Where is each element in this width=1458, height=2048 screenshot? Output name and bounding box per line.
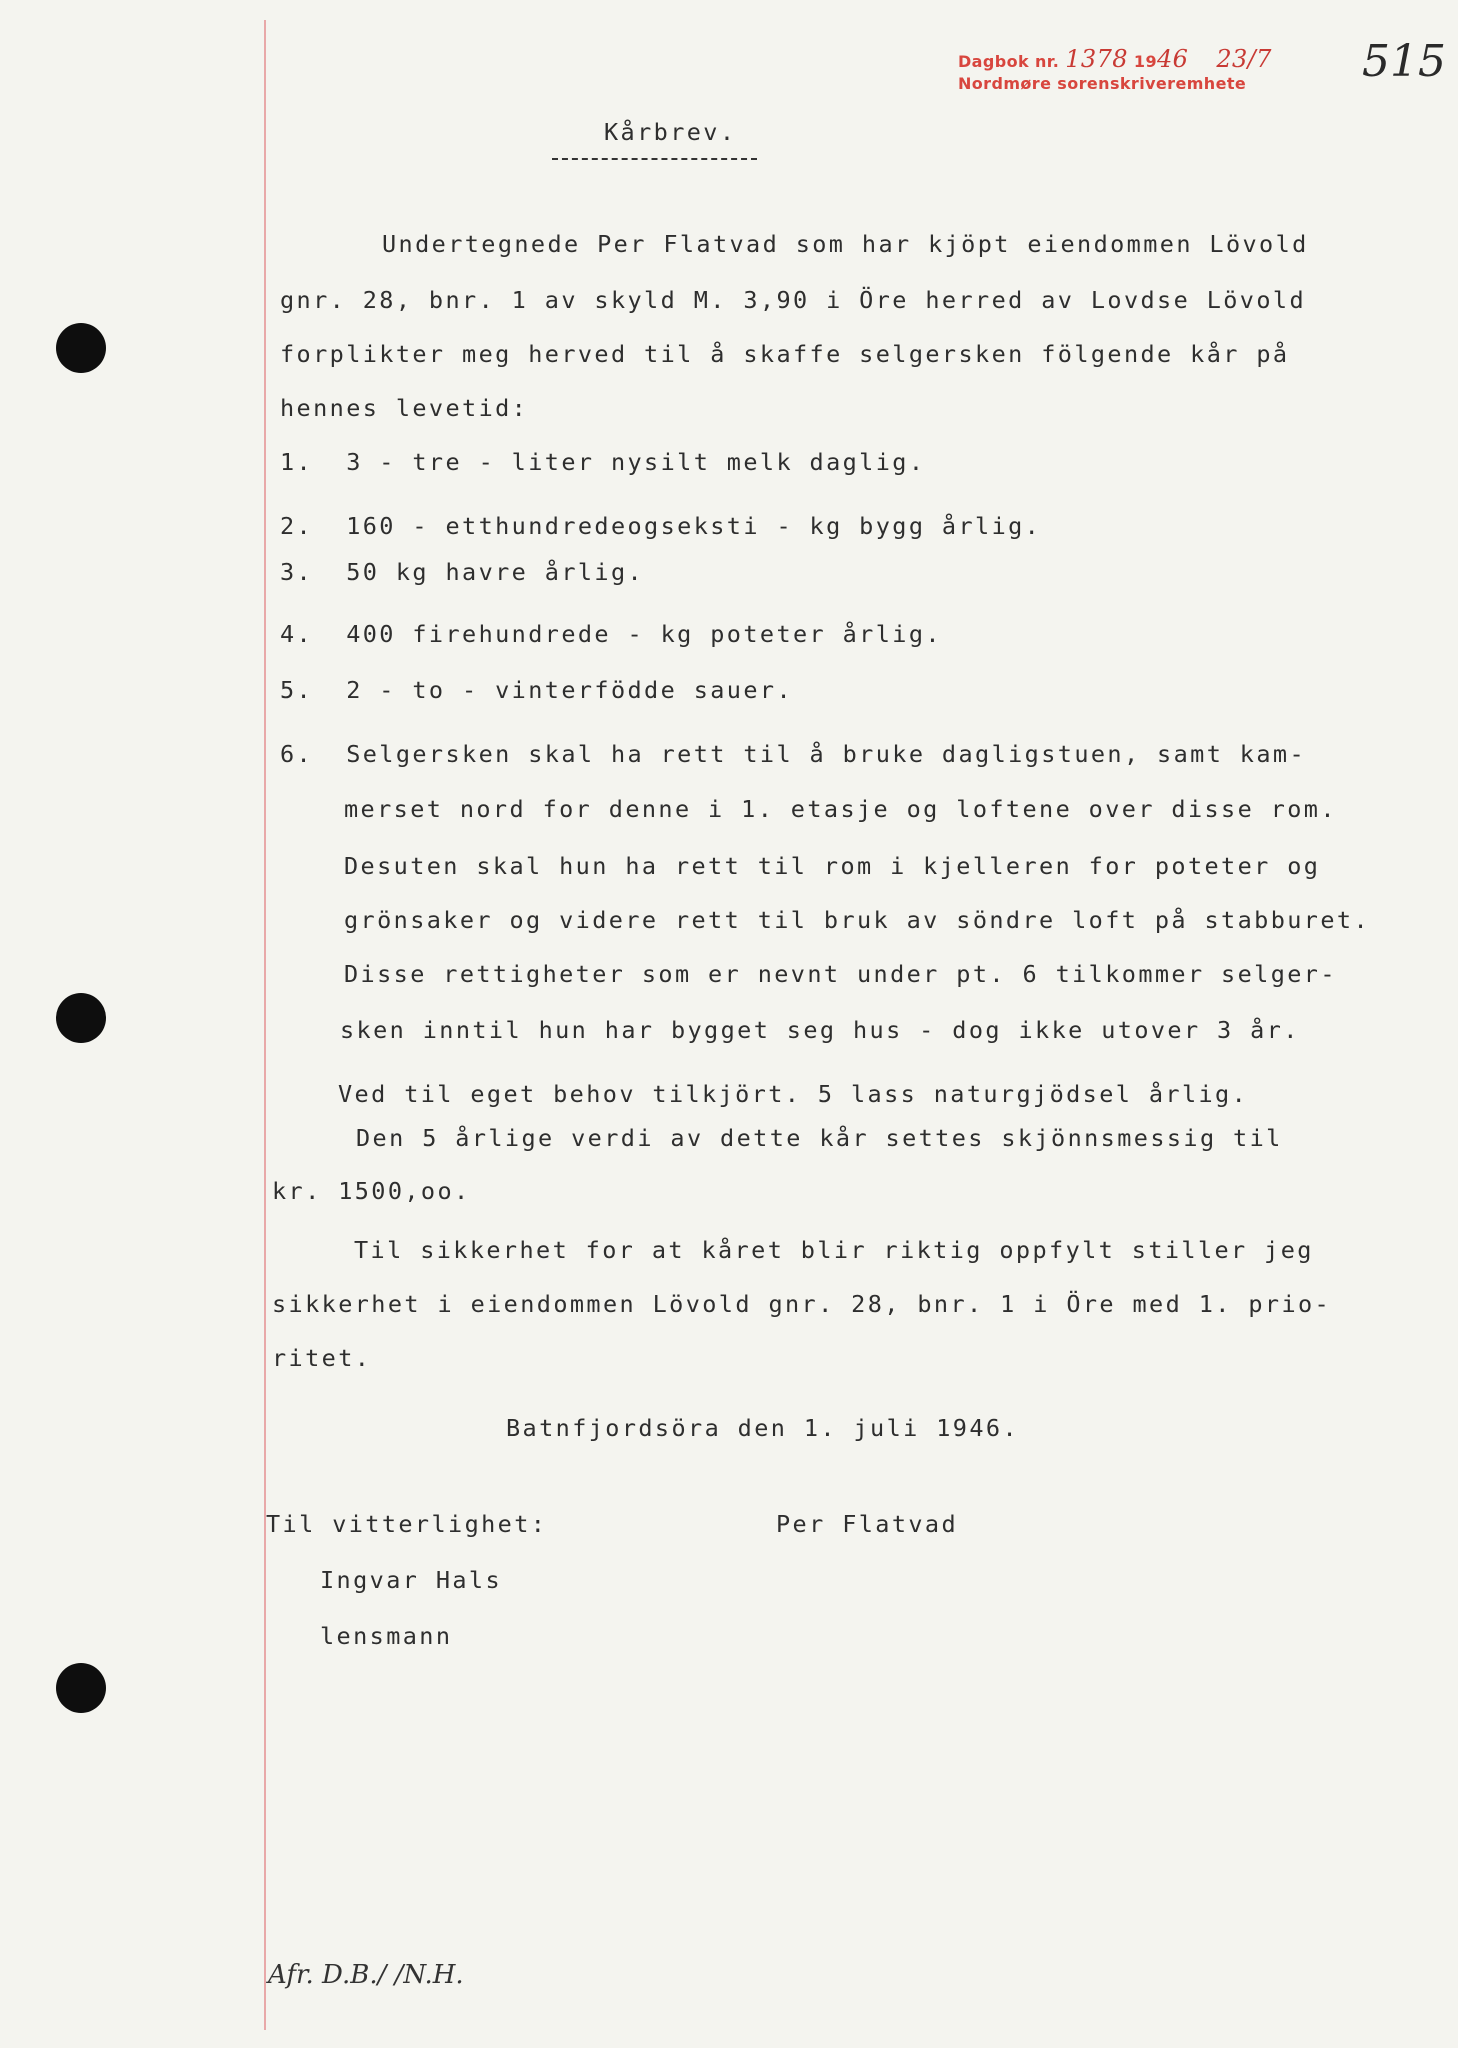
item6-continuation: merset nord for denne i 1. etasje og loftene over disse rom.	[344, 795, 1337, 823]
stamp-line-2: Nordmøre sorenskriveremhete	[958, 74, 1247, 93]
security-line: Til sikkerhet for at kåret blir riktig oppfylt stiller jeg	[354, 1236, 1314, 1264]
intro-line: Undertegnede Per Flatvad som har kjöpt eiendommen Lövold	[382, 230, 1309, 258]
item6-continuation: Ved til eget behov tilkjört. 5 lass naturgjödsel årlig.	[338, 1080, 1249, 1108]
item6-continuation: Desuten skal hun ha rett til rom i kjelleren for poteter og	[344, 852, 1321, 880]
witness-label: Til vitterlighet:	[266, 1510, 548, 1538]
list-item: 3. 50 kg havre årlig.	[280, 558, 645, 586]
punch-hole-middle	[56, 993, 106, 1043]
intro-line: gnr. 28, bnr. 1 av skyld M. 3,90 i Öre herred av Lovdse Lövold	[280, 286, 1306, 314]
list-item: 6. Selgersken skal ha rett til å bruke dagligstuen, samt kam-	[280, 740, 1306, 768]
value-line: Den 5 årlige verdi av dette kår settes skjönnsmessig til	[356, 1124, 1283, 1152]
list-item: 2. 160 - etthundredeogseksti - kg bygg årlig.	[280, 512, 1042, 540]
red-margin-line	[264, 20, 266, 2030]
list-item: 4. 400 firehundrede - kg poteter årlig.	[280, 620, 942, 648]
list-item: 1. 3 - tre - liter nysilt melk daglig.	[280, 448, 926, 476]
list-item: 5. 2 - to - vinterfödde sauer.	[280, 676, 793, 704]
witness-name: Ingvar Hals	[320, 1566, 503, 1594]
handwritten-initials: Afr. D.B./ /N.H.	[268, 1960, 464, 1990]
item6-continuation: grönsaker og videre rett til bruk av söndre loft på stabburet.	[344, 906, 1370, 934]
value-line: kr. 1500,oo.	[272, 1177, 471, 1205]
title-underline	[552, 158, 757, 160]
punch-hole-top	[56, 323, 106, 373]
intro-line: forplikter meg herved til å skaffe selgersken fölgende kår på	[280, 340, 1290, 368]
signer-name: Per Flatvad	[776, 1510, 959, 1538]
page-number: 515	[1362, 36, 1446, 87]
intro-line: hennes levetid:	[280, 394, 529, 422]
witness-title: lensmann	[320, 1622, 453, 1650]
document-title: Kårbrev.	[604, 118, 737, 146]
registry-stamp	[958, 45, 1272, 95]
item6-continuation: sken inntil hun har bygget seg hus - dog ikke utover 3 år.	[340, 1016, 1300, 1044]
place-date: Batnfjordsöra den 1. juli 1946.	[506, 1414, 1019, 1442]
item6-continuation: Disse rettigheter som er nevnt under pt. 6 tilkommer selger-	[344, 960, 1337, 988]
punch-hole-bottom	[56, 1663, 106, 1713]
security-line: ritet.	[272, 1344, 372, 1372]
stamp-line-1: Dagbok nr. 1378 1946 23/7	[958, 45, 1272, 73]
security-line: sikkerhet i eiendommen Lövold gnr. 28, bnr. 1 i Öre med 1. prio-	[272, 1290, 1332, 1318]
